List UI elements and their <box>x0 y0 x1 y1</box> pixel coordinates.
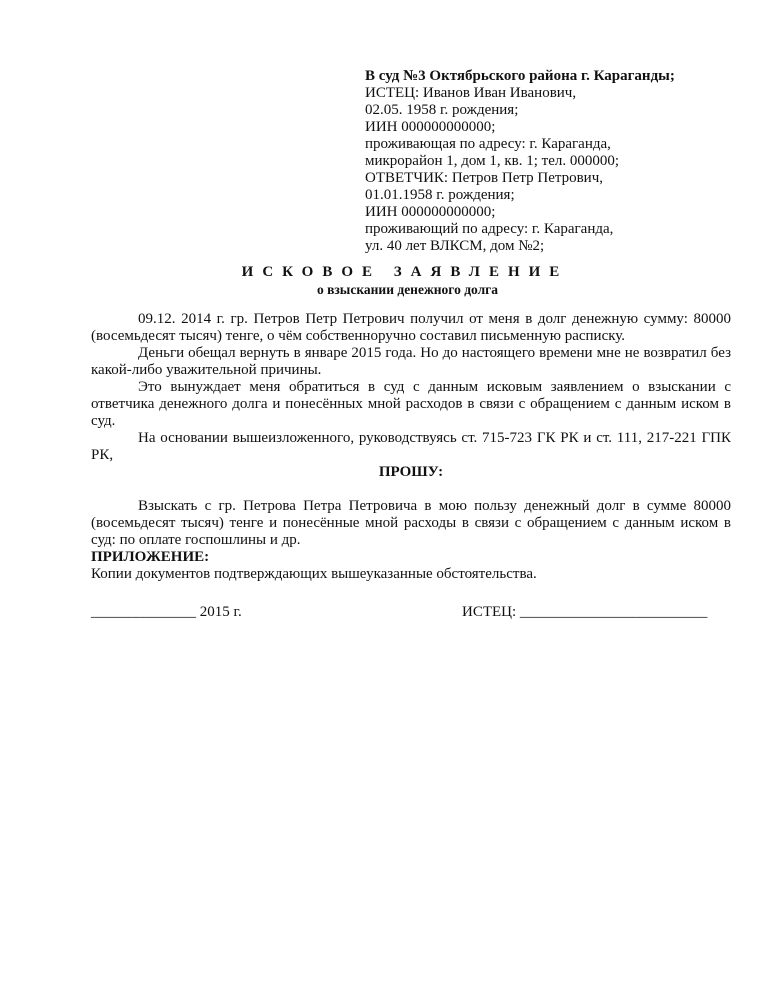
annex-heading: ПРИЛОЖЕНИЕ: <box>91 549 210 565</box>
paragraph-legal-basis: На основании вышеизложенного, руководствуясь ст. 715-723 ГК РК и ст. 111, 217-221 ГПК РК, <box>91 430 731 463</box>
court-address-line: В суд №3 Октябрьского района г. Караганды; <box>365 68 675 84</box>
document-title: ИСКОВОЕ ЗАЯВЛЕНИЕ <box>241 264 569 280</box>
plaintiff-birth-line: 02.05. 1958 г. рождения; <box>365 102 519 118</box>
request-heading: ПРОШУ: <box>378 464 444 480</box>
signature-row <box>91 604 731 622</box>
plaintiff-iin-line: ИИН 000000000000; <box>365 119 496 135</box>
spacer <box>91 481 731 498</box>
annex-text: Копии документов подтверждающих вышеуказанные обстоятельства. <box>91 566 537 582</box>
document-subtitle: о взыскании денежного долга <box>316 282 499 297</box>
paragraph-loan: 09.12. 2014 г. гр. Петров Петр Петрович получил от меня в долг денежную сумму: 80000 (восемьдесят тысяч) тенге, о чём собственноручно составил письменную расписку. <box>91 311 731 344</box>
defendant-address-detail-line: ул. 40 лет ВЛКСМ, дом №2; <box>365 238 545 254</box>
plaintiff-address-line: проживающая по адресу: г. Караганда, <box>365 136 611 152</box>
paragraph-return-promise: Деньги обещал вернуть в январе 2015 года. Но до настоящего времени мне не возвратил без какой-либо уважительной причины. <box>91 345 731 378</box>
defendant-name-line: ОТВЕТЧИК: Петров Петр Петрович, <box>365 170 604 186</box>
signature-plaintiff-line: ИСТЕЦ: _________________________ <box>462 604 708 620</box>
plaintiff-address-detail-line: микрорайон 1, дом 1, кв. 1; тел. 000000; <box>365 153 620 169</box>
signature-date-line: ______________ 2015 г. <box>91 604 242 620</box>
defendant-address-line: проживающий по адресу: г. Караганда, <box>365 221 614 237</box>
document-body <box>91 311 731 583</box>
defendant-birth-line: 01.01.1958 г. рождения; <box>365 187 515 203</box>
paragraph-reason: Это вынуждает меня обратиться в суд с данным исковым заявлением о взыскании с ответчика денежного долга и понесённых мной расходов в связи с обращением с данным иском в суд. <box>91 379 731 429</box>
request-text: Взыскать с гр. Петрова Петра Петровича в мою пользу денежный долг в сумме 80000 (восемьдесят тысяч) тенге и понесённые мной расходы в связи с обращением с данным иском в суд: по оплате госпошлины и др. <box>91 498 731 548</box>
plaintiff-name-line: ИСТЕЦ: Иванов Иван Иванович, <box>365 85 577 101</box>
defendant-iin-line: ИИН 000000000000; <box>365 204 496 220</box>
addressee-block <box>365 68 735 255</box>
